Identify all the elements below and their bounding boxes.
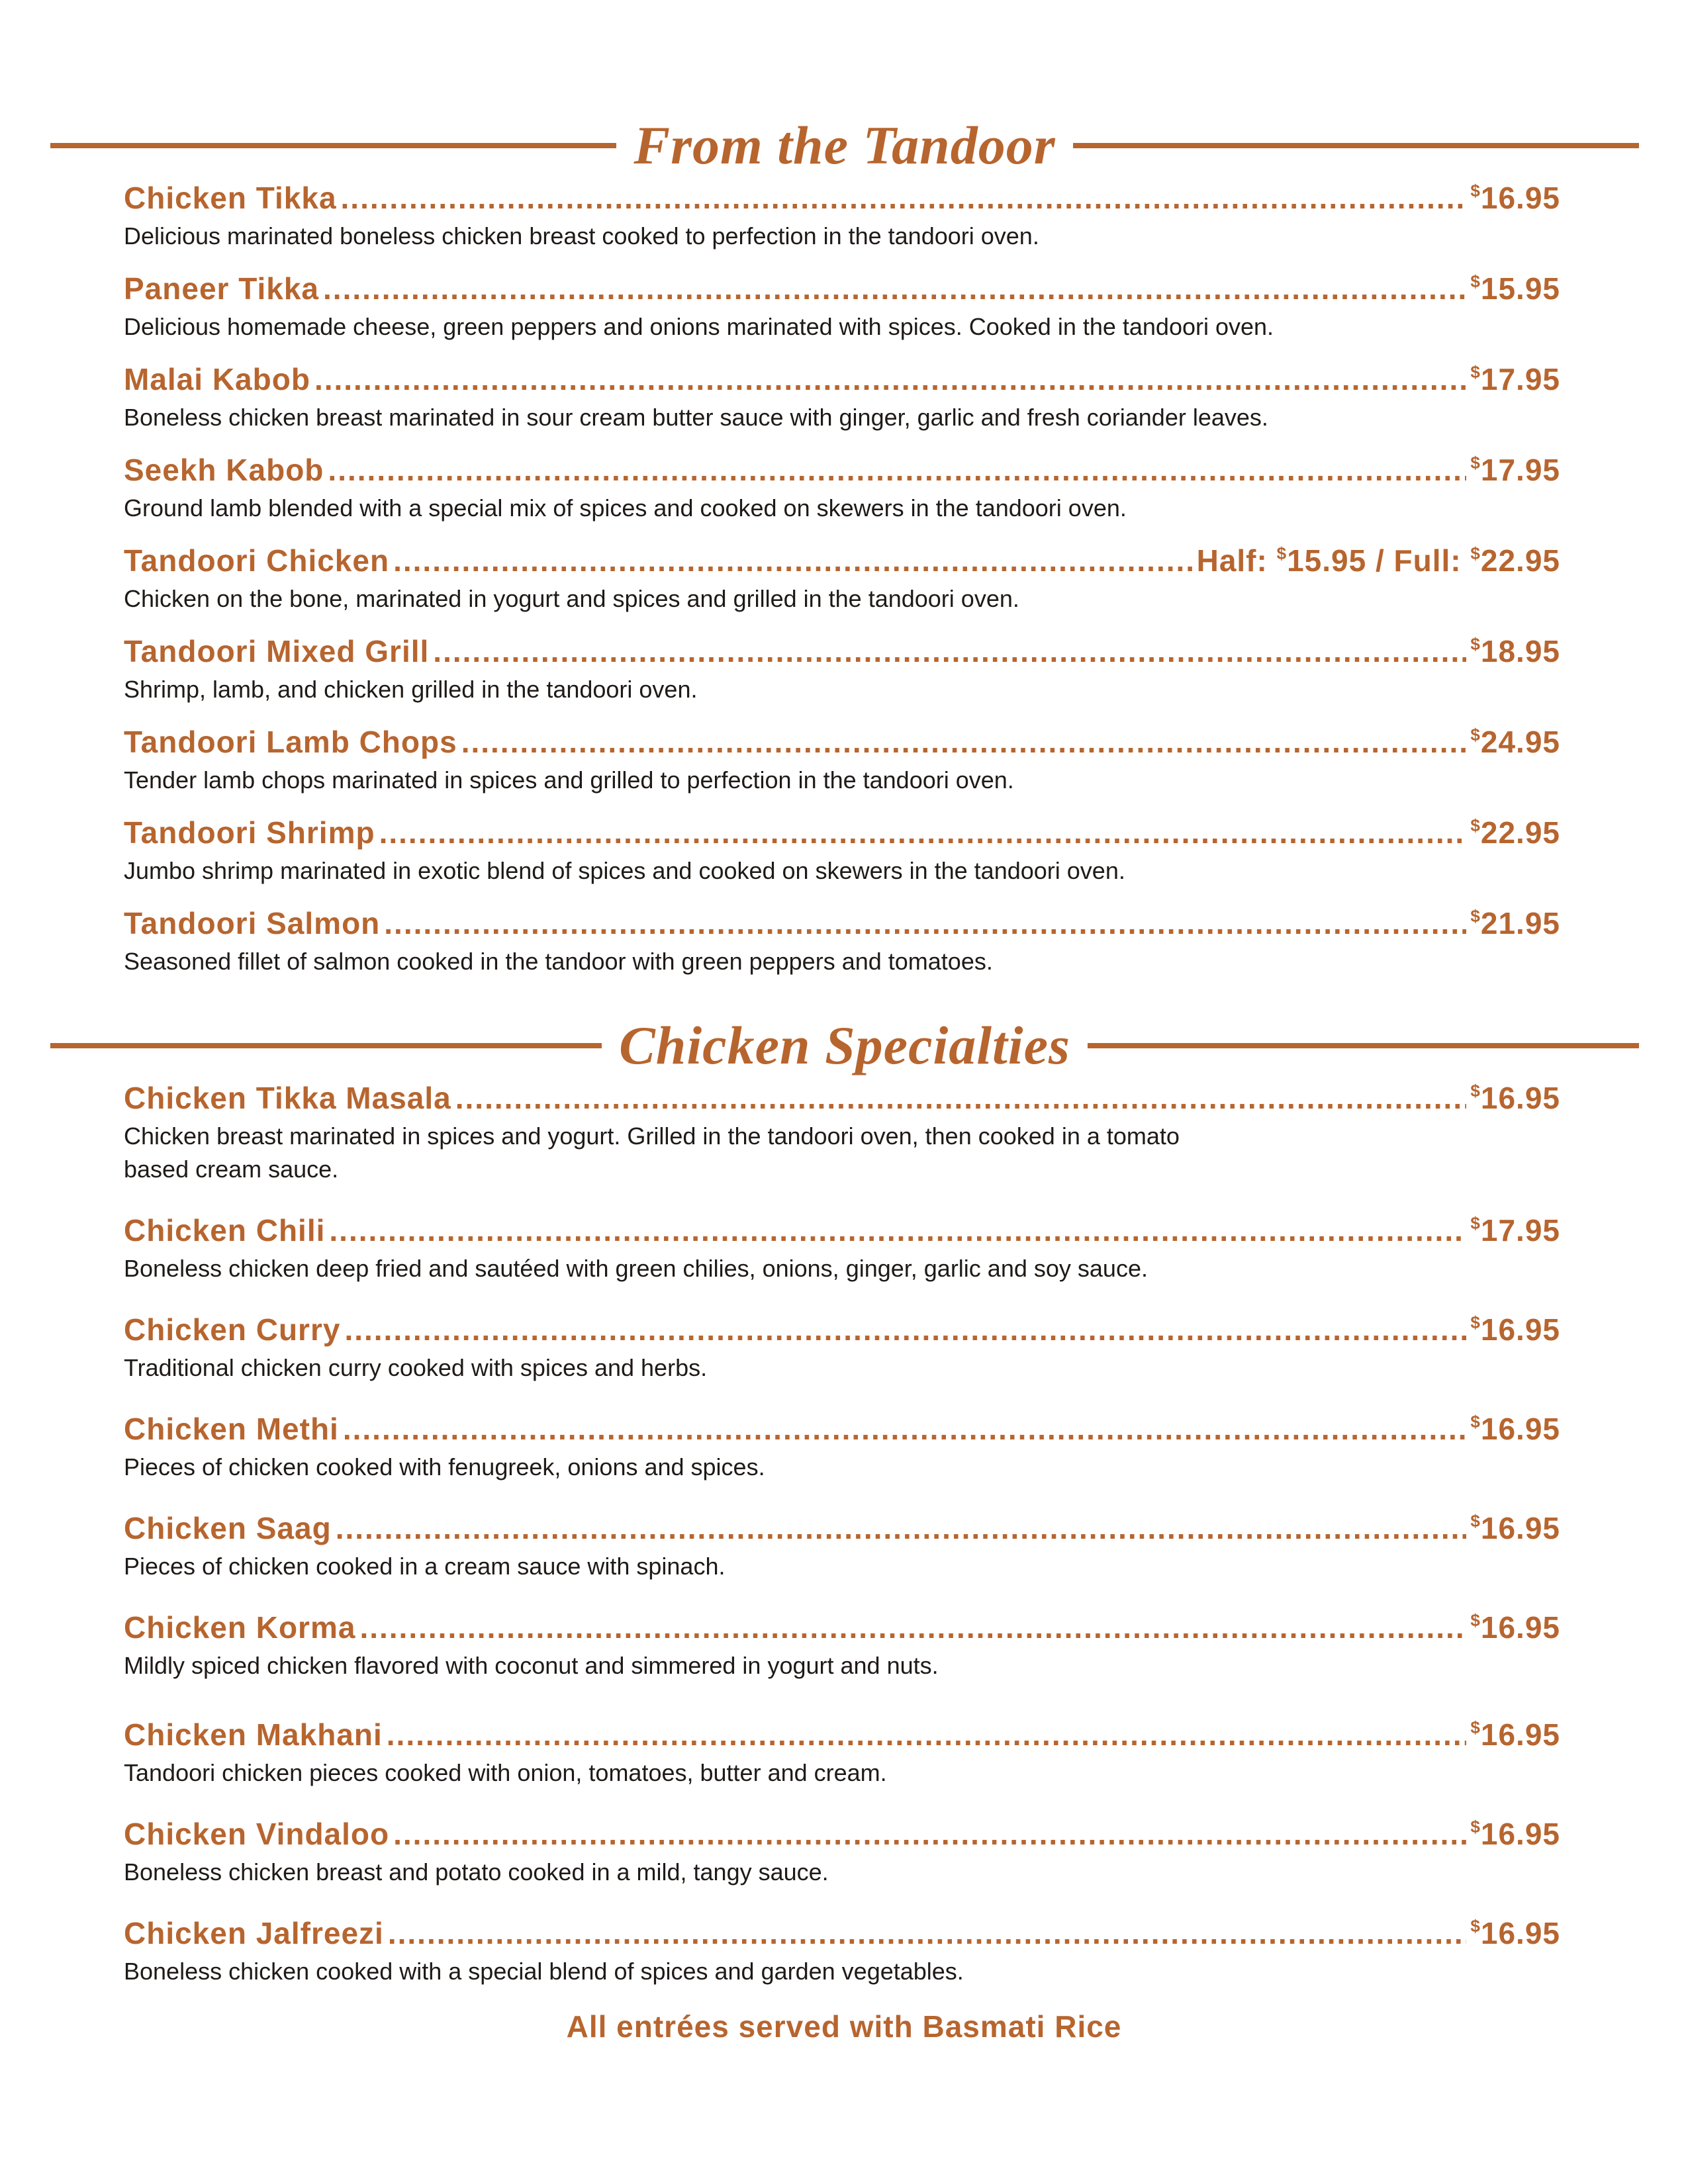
menu-item bbox=[124, 905, 1560, 996]
item-price: $17.95 bbox=[1470, 362, 1560, 396]
menu-item bbox=[124, 1717, 1560, 1816]
header-rule-right bbox=[1073, 143, 1639, 148]
item-name: Chicken Chili bbox=[124, 1213, 326, 1248]
menu-item bbox=[124, 1610, 1560, 1717]
dot-leader bbox=[461, 724, 1467, 760]
dot-leader bbox=[341, 180, 1467, 216]
item-name: Malai Kabob bbox=[124, 362, 310, 396]
dot-leader bbox=[388, 1915, 1467, 1951]
dot-leader bbox=[379, 815, 1467, 850]
item-name: Tandoori Lamb Chops bbox=[124, 725, 457, 759]
item-price: $22.95 bbox=[1470, 815, 1560, 850]
item-name: Tandoori Salmon bbox=[124, 906, 381, 940]
menu-item bbox=[124, 815, 1560, 905]
dot-leader bbox=[343, 1411, 1467, 1447]
item-description: Boneless chicken cooked with a special blend of spices and garden vegetables. bbox=[124, 1958, 964, 1985]
item-price: $16.95 bbox=[1470, 1717, 1560, 1752]
item-price: $16.95 bbox=[1470, 1511, 1560, 1545]
item-description: Chicken breast marinated in spices and yogurt. Grilled in the tandoori oven, then cooked in a tomato based cream sauce. bbox=[124, 1122, 1180, 1183]
item-description: Jumbo shrimp marinated in exotic blend of spices and cooked on skewers in the tandoori oven. bbox=[124, 857, 1125, 884]
item-name: Chicken Tikka bbox=[124, 181, 337, 215]
dot-leader bbox=[359, 1610, 1466, 1645]
item-description: Seasoned fillet of salmon cooked in the tandoor with green peppers and tomatoes. bbox=[124, 948, 993, 975]
dot-leader bbox=[433, 633, 1466, 669]
menu-item bbox=[124, 1411, 1560, 1510]
item-description: Boneless chicken deep fried and sautéed with green chilies, onions, ginger, garlic and soy sauce. bbox=[124, 1255, 1148, 1282]
item-description: Boneless chicken breast and potato cooked in a mild, tangy sauce. bbox=[124, 1858, 829, 1886]
item-price: $17.95 bbox=[1470, 453, 1560, 487]
chicken-items bbox=[124, 1080, 1560, 2008]
section-title: From the Tandoor bbox=[633, 115, 1056, 175]
item-description: Traditional chicken curry cooked with spices and herbs. bbox=[124, 1354, 708, 1381]
header-rule-right bbox=[1088, 1043, 1639, 1048]
section-header-chicken bbox=[50, 1003, 1639, 1089]
item-name: Chicken Curry bbox=[124, 1312, 341, 1347]
item-price: $21.95 bbox=[1470, 906, 1560, 940]
item-price: $16.95 bbox=[1470, 1916, 1560, 1950]
dot-leader bbox=[455, 1080, 1467, 1116]
menu-item bbox=[124, 1510, 1560, 1610]
menu-item bbox=[124, 1915, 1560, 2008]
dot-leader bbox=[387, 1717, 1467, 1752]
item-name: Tandoori Chicken bbox=[124, 543, 390, 578]
tandoor-items bbox=[124, 180, 1560, 996]
item-name: Chicken Makhani bbox=[124, 1717, 383, 1752]
section-header-tandoor bbox=[50, 103, 1639, 189]
item-description: Pieces of chicken cooked in a cream sauce with spinach. bbox=[124, 1553, 726, 1580]
header-rule-left bbox=[50, 1043, 602, 1048]
item-price: $16.95 bbox=[1470, 181, 1560, 215]
item-description: Ground lamb blended with a special mix of spices and cooked on skewers in the tandoori oven. bbox=[124, 494, 1127, 522]
item-name: Chicken Vindaloo bbox=[124, 1817, 390, 1851]
dot-leader bbox=[344, 1312, 1466, 1347]
menu-item bbox=[124, 271, 1560, 361]
menu-item bbox=[124, 180, 1560, 271]
item-name: Tandoori Shrimp bbox=[124, 815, 375, 850]
dot-leader bbox=[329, 1212, 1466, 1248]
item-price: $16.95 bbox=[1470, 1081, 1560, 1115]
item-description: Pieces of chicken cooked with fenugreek, onions and spices. bbox=[124, 1453, 765, 1480]
menu-item bbox=[124, 1080, 1560, 1212]
menu-item bbox=[124, 1816, 1560, 1915]
item-price: $16.95 bbox=[1470, 1817, 1560, 1851]
dot-leader bbox=[384, 905, 1466, 941]
menu-item bbox=[124, 633, 1560, 724]
menu-item bbox=[124, 1312, 1560, 1411]
dot-leader bbox=[328, 452, 1466, 488]
item-price: $15.95 bbox=[1470, 271, 1560, 306]
item-price: $16.95 bbox=[1470, 1610, 1560, 1645]
item-description: Mildly spiced chicken flavored with coconut and simmered in yogurt and nuts. bbox=[124, 1652, 939, 1679]
item-description: Delicious homemade cheese, green peppers and onions marinated with spices. Cooked in the tandoori oven. bbox=[124, 313, 1274, 340]
dot-leader bbox=[393, 543, 1193, 578]
item-description: Shrimp, lamb, and chicken grilled in the tandoori oven. bbox=[124, 676, 698, 703]
item-price: $17.95 bbox=[1470, 1213, 1560, 1248]
dot-leader bbox=[314, 361, 1466, 397]
item-price: $18.95 bbox=[1470, 634, 1560, 668]
menu-item bbox=[124, 1212, 1560, 1312]
item-name: Chicken Saag bbox=[124, 1511, 332, 1545]
menu-item bbox=[124, 543, 1560, 633]
item-price: $16.95 bbox=[1470, 1312, 1560, 1347]
menu-item bbox=[124, 724, 1560, 815]
header-rule-left bbox=[50, 143, 616, 148]
item-price: $16.95 bbox=[1470, 1412, 1560, 1446]
section-title: Chicken Specialties bbox=[619, 1015, 1070, 1075]
menu-item bbox=[124, 452, 1560, 543]
item-price: $24.95 bbox=[1470, 725, 1560, 759]
item-description: Tandoori chicken pieces cooked with onion, tomatoes, butter and cream. bbox=[124, 1759, 887, 1786]
item-description: Tender lamb chops marinated in spices and grilled to perfection in the tandoori oven. bbox=[124, 766, 1014, 794]
item-name: Tandoori Mixed Grill bbox=[124, 634, 430, 668]
item-name: Chicken Tikka Masala bbox=[124, 1081, 451, 1115]
item-name: Paneer Tikka bbox=[124, 271, 320, 306]
item-name: Chicken Korma bbox=[124, 1610, 356, 1645]
menu-item bbox=[124, 361, 1560, 452]
dot-leader bbox=[323, 271, 1466, 306]
item-description: Chicken on the bone, marinated in yogurt and spices and grilled in the tandoori oven. bbox=[124, 585, 1019, 612]
item-description: Boneless chicken breast marinated in sour cream butter sauce with ginger, garlic and fresh coriander leaves. bbox=[124, 404, 1268, 431]
item-name: Chicken Jalfreezi bbox=[124, 1916, 384, 1950]
dot-leader bbox=[393, 1816, 1466, 1852]
dot-leader bbox=[336, 1510, 1467, 1546]
item-price-half-full: Half: $15.95 / Full: $22.95 bbox=[1196, 543, 1560, 578]
item-name: Chicken Methi bbox=[124, 1412, 339, 1446]
item-name: Seekh Kabob bbox=[124, 453, 324, 487]
footer-note: All entrées served with Basmati Rice bbox=[566, 2009, 1122, 2044]
item-description: Delicious marinated boneless chicken breast cooked to perfection in the tandoori oven. bbox=[124, 222, 1039, 250]
